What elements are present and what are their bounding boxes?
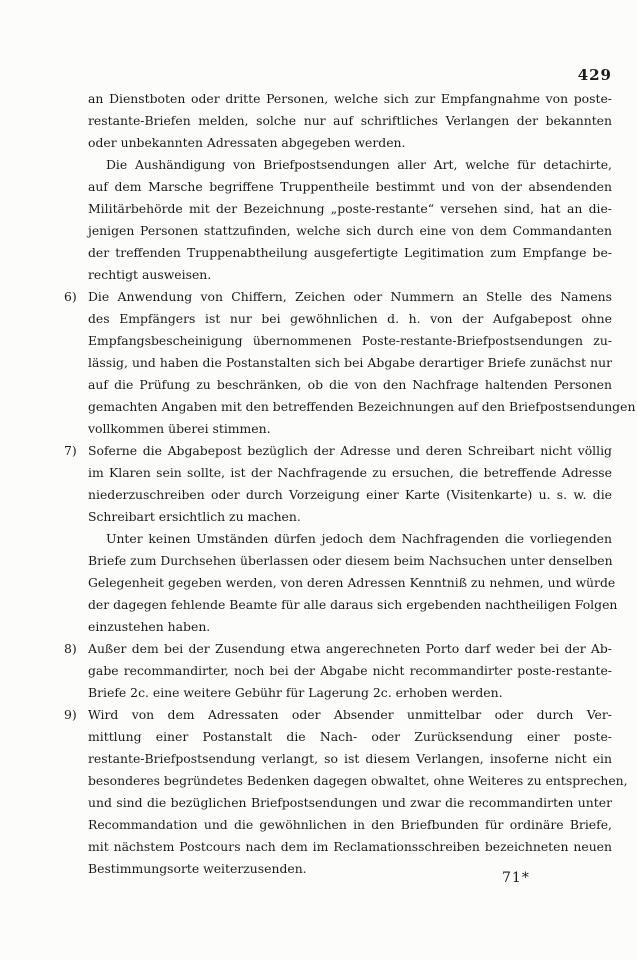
item-number: 6) [64, 289, 77, 304]
paragraph-lines [88, 528, 618, 638]
numbered-item [64, 638, 612, 704]
text-line: Unter keinen Umständen dürfen jedoch dem Nachfragenden die vorliegenden [106, 531, 612, 546]
numbered-item [64, 440, 612, 528]
paragraph-lines [88, 88, 612, 154]
text-line: jenigen Personen stattzufinden, welche sich durch eine von dem Commandanten [88, 223, 612, 238]
text-line: Briefe zum Durchsehen überlassen oder diesem beim Nachsuchen unter denselben [88, 553, 613, 568]
paragraph [64, 88, 612, 154]
numbered-item [64, 286, 636, 440]
text-line: mittlung einer Postanstalt die Nach- oder Zurücksendung einer poste- [88, 729, 612, 744]
text-line: auf dem Marsche begriffene Truppentheile bestimmt und von der absendenden [88, 179, 612, 194]
text-line: Empfangsbescheinigung übernommenen Poste-restante-Briefpostsendungen zu- [88, 333, 612, 348]
paragraph-lines [88, 154, 612, 286]
text-line: und sind die bezüglichen Briefpostsendungen und zwar die recommandirten unter [88, 795, 612, 810]
text-line: besonderes begründetes Bedenken dagegen obwaltet, ohne Weiteres zu entsprechen, [88, 773, 628, 788]
page-number: 429 [577, 66, 612, 84]
text-line: an Dienstboten oder dritte Personen, welche sich zur Empfangnahme von poste- [88, 91, 612, 106]
text-line: Schreibart ersichtlich zu machen. [88, 509, 301, 524]
item-number: 8) [64, 641, 77, 656]
numbered-item [64, 704, 628, 880]
text-line: gabe recommandirter, noch bei der Abgabe nicht recommandirter poste-restante- [88, 663, 612, 678]
item-number: 9) [64, 707, 77, 722]
text-line: im Klaren sein sollte, ist der Nachfragende zu ersuchen, die betreffende Adresse [88, 465, 612, 480]
item-number: 7) [64, 443, 77, 458]
paragraph-lines [88, 704, 628, 880]
text-line: lässig, und haben die Postanstalten sich bei Abgabe derartiger Briefe zunächst nur [88, 355, 612, 370]
text-line: vollkommen überei stimmen. [88, 421, 271, 436]
text-line: Die Aushändigung von Briefpostsendungen aller Art, welche für detachirte, [106, 157, 612, 172]
text-line: mit nächstem Postcours nach dem im Reclamationsschreiben bezeichneten neuen [88, 839, 612, 854]
text-line: Briefe 2c. eine weitere Gebühr für Lagerung 2c. erhoben werden. [88, 685, 503, 700]
sheet-signature: 71* [502, 870, 530, 886]
text-line: auf die Prüfung zu beschränken, ob die von den Nachfrage haltenden Personen [88, 377, 612, 392]
text-line: niederzuschreiben oder durch Vorzeigung einer Karte (Visitenkarte) u. s. w. die [88, 487, 612, 502]
text-line: Wird von dem Adressaten oder Absender unmittelbar oder durch Ver- [88, 707, 612, 722]
text-line: der dagegen fehlende Beamte für alle daraus sich ergebenden nachtheiligen Folgen [88, 597, 618, 612]
text-line: gemachten Angaben mit den betreffenden Bezeichnungen auf den Briefpostsendungen [88, 399, 636, 414]
paragraph [64, 528, 618, 638]
text-line: Soferne die Abgabepost bezüglich der Adresse und deren Schreibart nicht völlig [88, 443, 612, 458]
text-line: oder unbekannten Adressaten abgegeben werden. [88, 135, 406, 150]
text-line: des Empfängers ist nur bei gewöhnlichen d. h. von der Aufgabepost ohne [88, 311, 612, 326]
text-line: Bestimmungsorte weiterzusenden. [88, 861, 307, 876]
text-line: Recommandation und die gewöhnlichen in den Briefbunden für ordinäre Briefe, [88, 817, 612, 832]
text-line: der treffenden Truppenabtheilung ausgefertigte Legitimation zum Empfange be- [88, 245, 612, 260]
text-block [64, 88, 636, 880]
text-line: Gelegenheit gegeben werden, von deren Adressen Kenntniß zu nehmen, und würde [88, 575, 616, 590]
text-line: einzustehen haben. [88, 619, 211, 634]
text-line: restante-Briefen melden, solche nur auf schriftliches Verlangen der bekannten [88, 113, 612, 128]
text-line: Die Anwendung von Chiffern, Zeichen oder Nummern an Stelle des Namens [88, 289, 612, 304]
text-line: restante-Briefpostsendung verlangt, so ist diesem Verlangen, insoferne nicht ein [88, 751, 612, 766]
text-line: Militärbehörde mit der Bezeichnung „poste-restante“ versehen sind, hat an die- [88, 201, 612, 216]
text-line: Außer dem bei der Zusendung etwa angerechneten Porto darf weder bei der Ab- [88, 641, 612, 656]
paragraph [64, 154, 612, 286]
paragraph-lines [88, 440, 612, 528]
text-line: rechtigt ausweisen. [88, 267, 212, 282]
paragraph-lines [88, 286, 636, 440]
paragraph-lines [88, 638, 612, 704]
